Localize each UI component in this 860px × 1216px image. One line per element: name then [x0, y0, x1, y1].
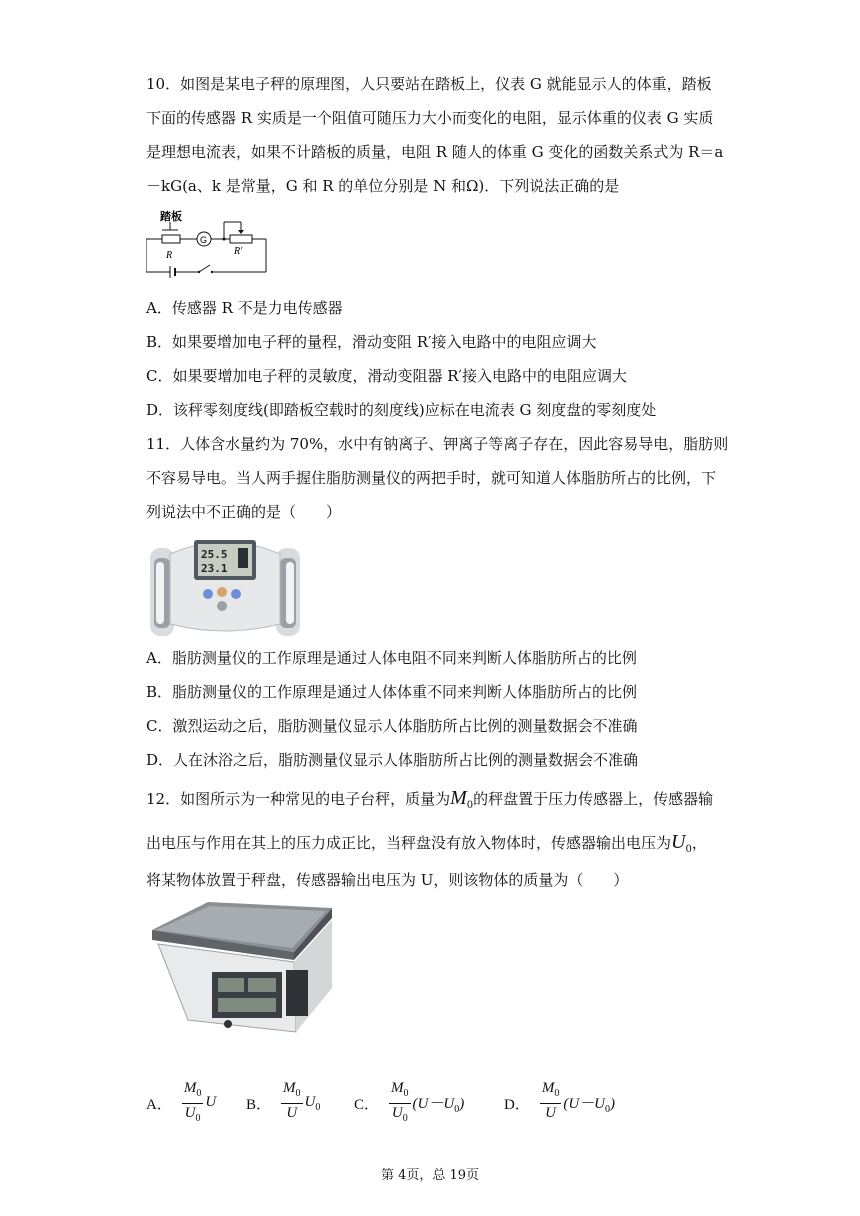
- switch-icon: [199, 265, 210, 272]
- device-reading-2: 23.1: [201, 562, 228, 575]
- q10-line-2: 下面的传感器 R 实质是一个阻值可随压力大小而变化的电阻，显示体重的仪表 G 实质: [146, 109, 714, 127]
- q10-line-4: －kG(a、k 是常量，G 和 R 的单位分别是 N 和Ω)．下列说法正确的是: [146, 177, 620, 195]
- body-fat-meter-image: [150, 534, 300, 636]
- q10-line-1: 10．如图是某电子秤的原理图，人只要站在踏板上，仪表 G 就能显示人的体重，踏板: [146, 75, 712, 93]
- r-label: R: [166, 250, 173, 261]
- q12-line-1: 12．如图所示为一种常见的电子台秤，质量为$M_0$的秤盘置于压力传感器上，传感器输: [146, 787, 714, 811]
- q12-option-c[interactable]: C． $\frac{M_0}{U_0}$ $(U-U_0)$: [354, 1079, 465, 1124]
- q12-option-d[interactable]: D． $\frac{M_0}{U}$ $(U-U_0)$: [504, 1079, 616, 1121]
- q10-option-a[interactable]: A．传感器 R 不是力电传感器: [146, 299, 343, 317]
- page-footer: 第 4页，总 19页: [380, 1168, 480, 1183]
- q12-option-b[interactable]: B． $\frac{M_0}{U}$ $U_0$: [246, 1079, 321, 1121]
- q11-line-3: 列说法中不正确的是（ ）: [146, 503, 342, 521]
- q11-option-c[interactable]: C．激烈运动之后，脂肪测量仪显示人体脂肪所占比例的测量数据会不准确: [146, 717, 638, 735]
- pedal-label: 踏板: [160, 210, 182, 223]
- q10-option-d[interactable]: D．该秤零刻度线(即踏板空载时的刻度线)应标在电流表 G 刻度盘的零刻度处: [146, 401, 657, 419]
- electronic-scale-image: [148, 900, 334, 1038]
- q10-circuit-diagram: [146, 208, 270, 278]
- q11-line-2: 不容易导电。当人两手握住脂肪测量仪的两把手时，就可知道人体脂肪所占的比例，下: [146, 469, 717, 487]
- q10-line-3: 是理想电流表，如果不计踏板的质量，电阻 R 随人的体重 G 变化的函数关系式为 R＝a: [146, 143, 724, 161]
- q12-line-2: 出电压与作用在其上的压力成正比，当秤盘没有放入物体时，传感器输出电压为$U_0$，: [146, 831, 707, 855]
- rprime-label: R′: [234, 246, 243, 257]
- q12-option-a[interactable]: A． $\frac{M_0}{U_0}$ U: [146, 1079, 217, 1124]
- q12-line-3: 将某物体放置于秤盘，传感器输出电压为 U，则该物体的质量为（ ）: [146, 871, 629, 889]
- resistor-r: [162, 235, 180, 243]
- q11-option-d[interactable]: D．人在沐浴之后，脂肪测量仪显示人体脂肪所占比例的测量数据会不准确: [146, 751, 639, 769]
- q11-option-a[interactable]: A．脂肪测量仪的工作原理是通过人体电阻不同来判断人体脂肪所占的比例: [146, 649, 637, 667]
- q11-line-1: 11．人体含水量约为 70%，水中有钠离子、钾离子等离子存在，因此容易导电，脂肪则: [146, 435, 729, 453]
- q10-option-c[interactable]: C．如果要增加电子秤的灵敏度，滑动变阻器 R′接入电路中的电阻应调大: [146, 367, 627, 385]
- device-reading-1: 25.5: [201, 548, 228, 561]
- q12-answer-row: [146, 1080, 746, 1130]
- q10-option-b[interactable]: B．如果要增加电子秤的量程，滑动变阻 R′接入电路中的电阻应调大: [146, 333, 597, 351]
- rheostat-rprime: [230, 235, 252, 243]
- q11-option-b[interactable]: B．脂肪测量仪的工作原理是通过人体体重不同来判断人体脂肪所占的比例: [146, 683, 638, 701]
- meter-g-label: G: [200, 235, 208, 245]
